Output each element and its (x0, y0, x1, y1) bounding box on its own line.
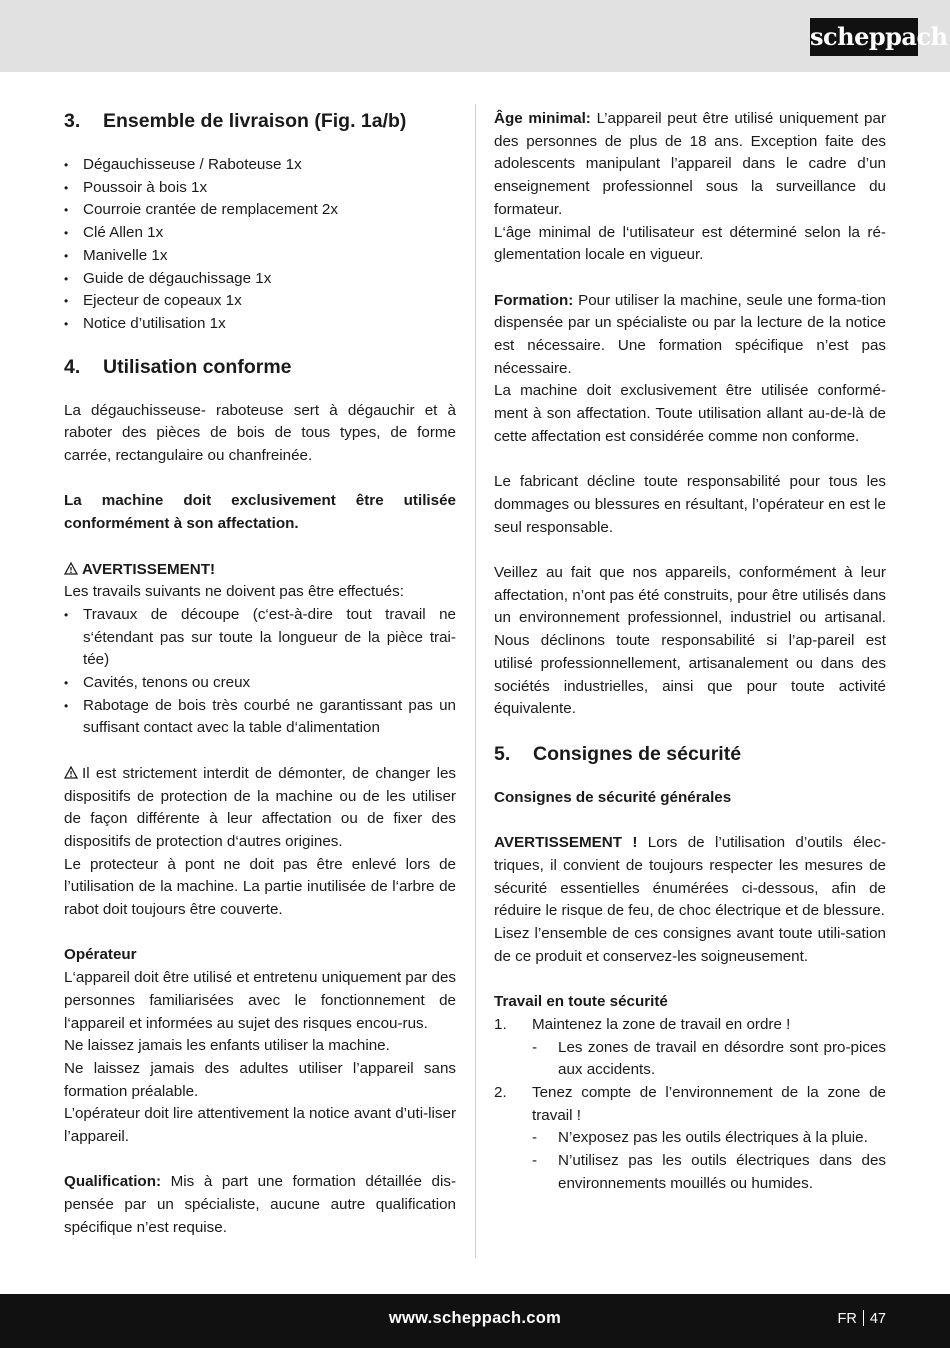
subheading (494, 787, 886, 810)
subheading-text: Travail en toute sécurité (494, 993, 668, 1011)
warning-triangle-icon (64, 766, 78, 779)
section-number: 4. (64, 355, 81, 378)
list-item: • Dégauchisseuse / Raboteuse 1x (64, 154, 456, 177)
list-item: • Clé Allen 1x (64, 222, 456, 245)
sub-list-item: - N’exposez pas les outils électriques à la pluie. (532, 1127, 886, 1150)
column-divider (475, 104, 476, 1258)
sub-list-item: - N’utilisez pas les outils électriques dans des environnements mouillés ou humides. (532, 1150, 886, 1195)
safety-list (494, 1014, 886, 1196)
subheading-text: Consignes de sécurité générales (494, 788, 732, 806)
paragraph: L‘âge minimal de l‘utilisateur est déterminé selon la ré-glementation locale en vigueur. (494, 223, 886, 264)
warning-paragraph (494, 832, 886, 923)
item-text: Maintenez la zone de travail en ordre ! (532, 1015, 791, 1033)
age-paragraph (494, 108, 886, 222)
bold-text: La machine doit exclusivement être utilisée conformément à son affectation. (64, 492, 456, 533)
section-title: Consignes de sécurité (533, 742, 742, 765)
inline-text: Pour utiliser la machine, seule une forma-tion dispensée par un spécialiste ou par la lecture de la notice est nécessaire. Une formation spécifique n’est pas nécessaire. (494, 291, 886, 377)
forbidden-work-list (64, 604, 456, 740)
list-item: • Travaux de découpe (c‘est-à-dire tout travail ne s‘étendant pas sur toute la longueur de la pièce trai-tée) (64, 604, 456, 672)
list-item: • Poussoir à bois 1x (64, 177, 456, 200)
paragraph: Les travails suivants ne doivent pas être effectués: (64, 583, 404, 601)
paragraph: Veillez au fait que nos appareils, conformément à leur affectation, n’ont pas été construits, pour être utilisés dans un environnement professionnel, industriel ou artisanal. Nous déclinons toute responsabilité si l’ap-pareil est utilisé professionnellement, artisanalement ou dans des sociétés industrielles, ainsi que pour toute activité équivalente. (494, 564, 886, 718)
paragraph: Le protecteur à pont ne doit pas être enlevé lors de l’utilisation de la machine. La partie inutilisée de l‘arbre de rabot doit toujours être couverte. (64, 855, 456, 919)
scheppach-logo: scheppach (810, 18, 918, 56)
paragraph: L’opérateur doit lire attentivement la notice avant d’uti-liser l’appareil. (64, 1105, 456, 1146)
sub-list (532, 1037, 886, 1082)
inline-text: L’appareil peut être utilisé uniquement par des personnes de plus de 18 ans. Exception faite des adolescents manipulant l’appareil dans le cadre d’un enseignement professionnel sous la surveillance du formateur. (494, 110, 886, 218)
section-number: 3. (64, 110, 81, 132)
bold-paragraph (64, 490, 456, 535)
language-code: FR (837, 1311, 857, 1327)
list-item: • Rabotage de bois très courbé ne garantissant pas un suffisant contact avec la table d‘alimentation (64, 695, 456, 740)
sub-list (532, 1127, 886, 1195)
separator (863, 1310, 864, 1326)
inline-label: Qualification: (64, 1173, 162, 1191)
list-item: • Manivelle 1x (64, 245, 456, 268)
paragraph: Lisez l’ensemble de ces consignes avant toute utili-sation de ce produit et conservez-les soigneusement. (494, 925, 886, 965)
item-number: 1. (494, 1015, 507, 1033)
list-item: • Guide de dégauchissage 1x (64, 268, 456, 291)
paragraph: Ne laissez jamais les enfants utiliser la machine. (64, 1037, 390, 1055)
subheading (494, 991, 886, 1014)
formation-paragraph (494, 290, 886, 381)
warning-text: Lors de l’utilisation d’outils élec-triques, il convient de toujours respecter les mesures de sécurité essentielles énumérées ci-dessous, afin de réduire le risque de feu, de choc électrique et de blessure. (494, 834, 886, 920)
paragraph: Ne laissez jamais des adultes utiliser l’appareil sans formation préalable. (64, 1059, 456, 1100)
website-url: www.scheppach.com (388, 1309, 562, 1327)
section-title: Utilisation conforme (103, 355, 292, 378)
warning-paragraph (64, 763, 456, 854)
item-number: 2. (494, 1084, 507, 1102)
warning-triangle-icon (64, 562, 78, 575)
paragraph: Le fabricant décline toute responsabilité pour tous les dommages ou blessures en résultant, l’opérateur en est le seul responsable. (494, 473, 886, 536)
paragraph: La dégauchisseuse- raboteuse sert à dégauchir et à raboter des pièces de bois de tous types, de forme carrée, rectangulaire ou chanfreinée. (64, 401, 456, 465)
sub-list-item: - Les zones de travail en désordre sont pro-pices aux accidents. (532, 1037, 886, 1082)
left-column (64, 108, 456, 1240)
warning-text: Il est strictement interdit de démonter, de changer les dispositifs de protection de la machine ou de les utiliser de façon différente à leur affectation ou de fixer des dispositifs de protection d‘autres origines. (64, 764, 456, 850)
list-item: • Ejecteur de copeaux 1x (64, 290, 456, 313)
footer-bar (0, 1294, 950, 1348)
section-number: 5. (494, 742, 511, 765)
list-item: • Notice d’utilisation 1x (64, 313, 456, 336)
header-bar (0, 0, 950, 72)
inline-text: Mis à part une formation détaillée dis-pensée par un spécialiste, aucune autre qualification spécifique n’est requise. (64, 1173, 456, 1236)
list-item: • Cavités, tenons ou creux (64, 672, 456, 695)
list-item (494, 1082, 886, 1196)
section-5-heading (494, 741, 886, 767)
list-item (494, 1014, 886, 1082)
item-text: Tenez compte de l’environnement de la zone de travail ! (532, 1084, 886, 1124)
section-title: Ensemble de livraison (Fig. 1a/b) (103, 110, 407, 132)
qualification-paragraph (64, 1171, 456, 1239)
page-indicator (838, 1310, 886, 1327)
paragraph: La machine doit exclusivement être utilisée conformé-ment à son affectation. Toute utilisation allant au-de-là de cette affectation est considérée comme non conforme. (494, 382, 886, 445)
subheading (64, 944, 456, 967)
paragraph: L‘appareil doit être utilisé et entretenu uniquement par des personnes familiarisées avec le fonctionnement de l‘appareil et informées au sujet des risques encou-rus. (64, 969, 456, 1032)
section-3-heading (64, 108, 456, 134)
list-item: • Courroie crantée de remplacement 2x (64, 199, 456, 222)
delivery-list (64, 154, 456, 336)
warning-label: AVERTISSEMENT ! (494, 834, 638, 852)
inline-label: Formation: (494, 291, 574, 309)
warning-label: AVERTISSEMENT! (82, 560, 216, 578)
warning-heading (64, 559, 456, 582)
inline-label: Âge minimal: (494, 110, 591, 127)
section-4-heading (64, 354, 456, 380)
subheading-text: Opérateur (64, 946, 137, 964)
right-column (494, 108, 886, 1196)
page-number: 47 (869, 1311, 886, 1327)
